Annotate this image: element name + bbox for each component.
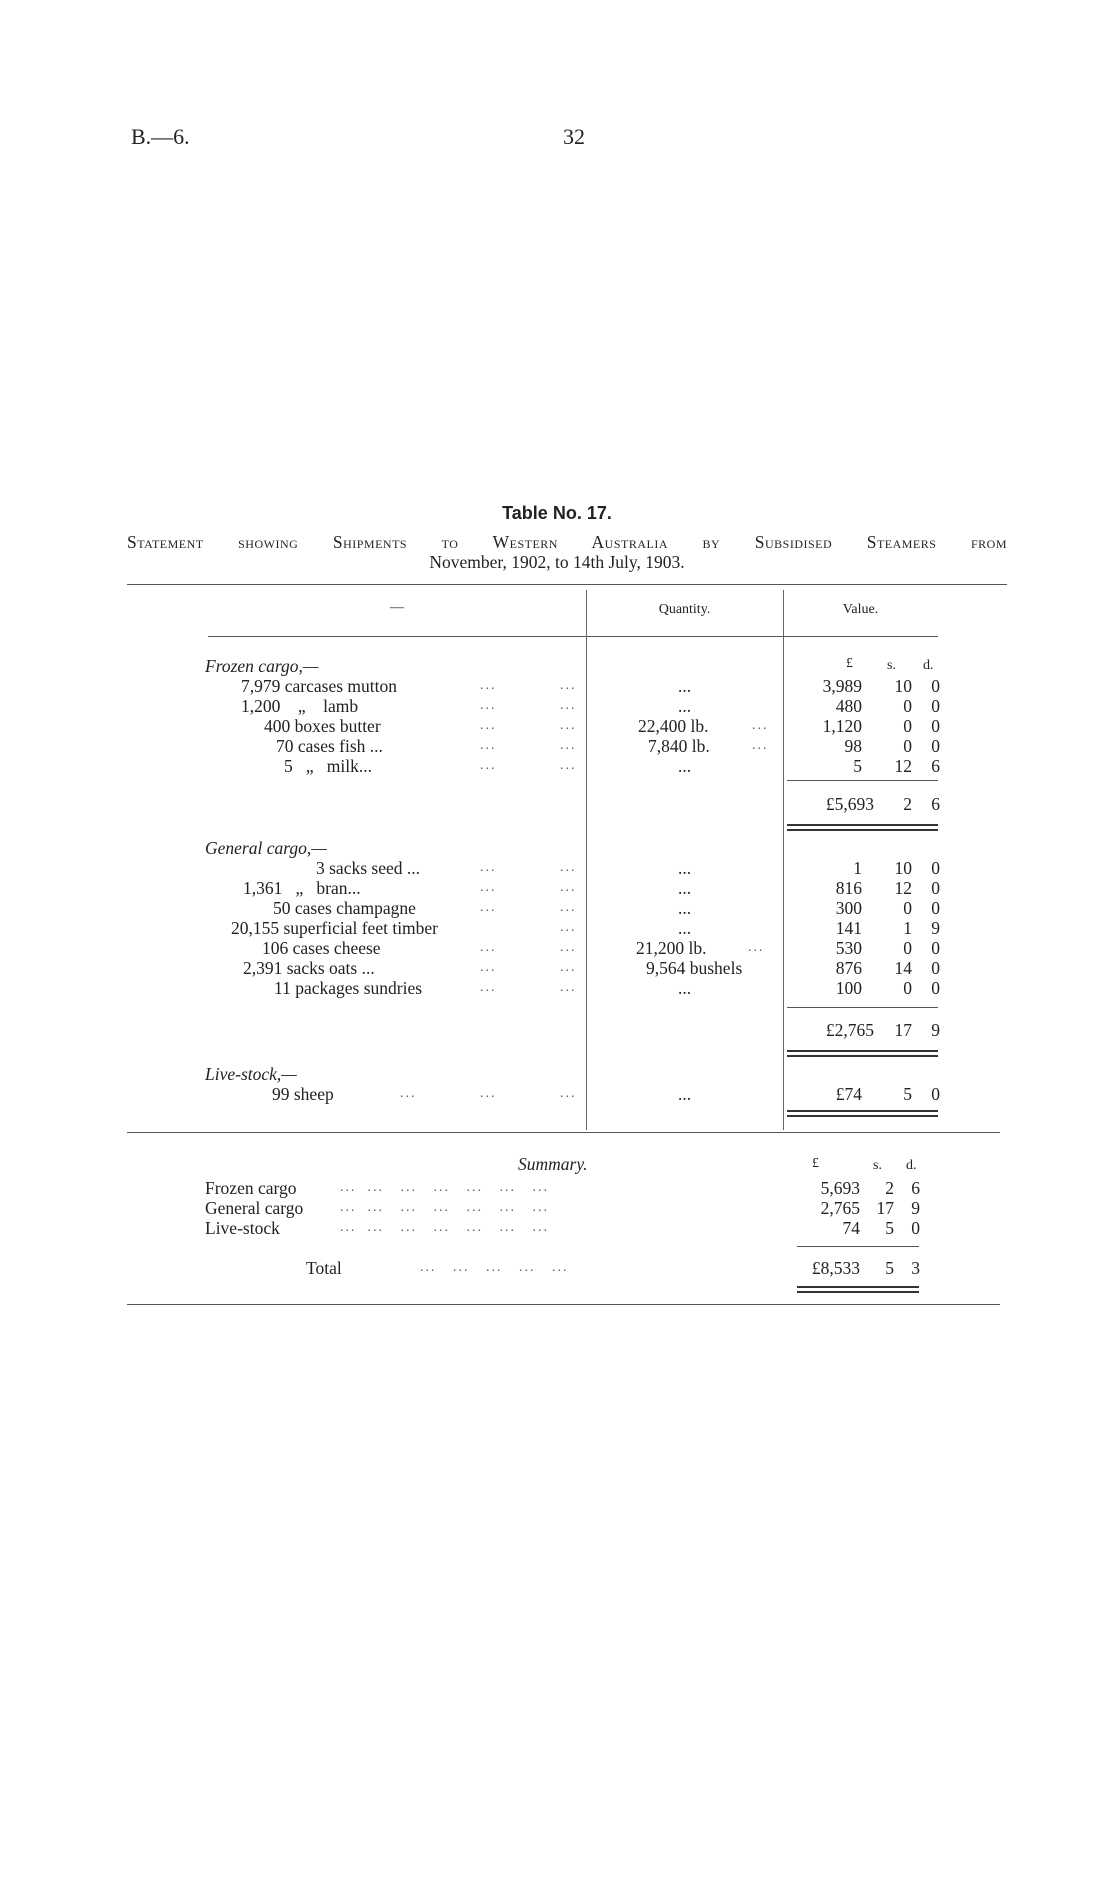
item-pence: 0 — [931, 938, 940, 958]
subtotal-pence: 6 — [931, 794, 940, 814]
item-quantity: ... — [677, 978, 692, 998]
item-pence: 0 — [931, 736, 940, 756]
item-quantity: ... — [677, 918, 692, 938]
item-shillings: 0 — [903, 716, 912, 736]
item-pence: 0 — [931, 858, 940, 878]
item-pence: 6 — [931, 756, 940, 776]
header-rule — [208, 636, 938, 637]
frozen-cargo-heading: Frozen cargo,— — [205, 656, 319, 676]
value-column-divider — [783, 590, 784, 1130]
general-cargo-heading: General cargo,— — [205, 838, 327, 858]
livestock-double-rule-top — [787, 1110, 938, 1112]
general-double-rule-top — [787, 1050, 938, 1052]
item-pounds: 816 — [835, 878, 862, 898]
summary-shillings-label: s. — [873, 1158, 882, 1173]
table-title: Table No. 17. — [502, 503, 612, 523]
item-quantity: ... — [677, 858, 692, 878]
table-bottom-rule — [127, 1132, 1000, 1133]
item-pence: 0 — [931, 878, 940, 898]
item-shillings: 1 — [903, 918, 912, 938]
subtotal-shillings: 2 — [903, 794, 912, 814]
page-end-rule — [127, 1304, 1000, 1305]
item-shillings: 10 — [894, 676, 912, 696]
summary-total-pounds: £8,533 — [811, 1258, 860, 1278]
table-top-rule — [127, 584, 1007, 585]
frozen-double-rule-bottom — [787, 829, 938, 831]
item-shillings: 0 — [903, 736, 912, 756]
item-description: 7,979 carcases mutton — [241, 676, 397, 696]
item-shillings: 12 — [894, 878, 912, 898]
item-quantity: ... — [677, 898, 692, 918]
column-header-value: Value. — [842, 602, 879, 617]
item-description: 3 sacks seed ... — [316, 858, 421, 878]
subtotal-shillings: 17 — [894, 1020, 912, 1040]
general-double-rule-bottom — [787, 1055, 938, 1057]
item-description: 20,155 superficial feet timber — [231, 918, 439, 938]
summary-total-pence: 3 — [911, 1258, 920, 1278]
item-quantity: 9,564 bushels — [646, 958, 743, 978]
item-pence: 0 — [931, 898, 940, 918]
shillings-label: s. — [887, 658, 896, 673]
summary-pounds: 2,765 — [820, 1198, 860, 1218]
subtotal-pounds: £2,765 — [825, 1020, 874, 1040]
livestock-double-rule-bottom — [787, 1115, 938, 1117]
table-subtitle-line1: Statement showing Shipments to Western Australia by Subsidised Steamers from — [127, 532, 1007, 552]
summary-pounds-label: £ — [812, 1156, 819, 1171]
item-quantity: ... — [677, 1084, 692, 1104]
item-quantity: 22,400 lb. — [638, 716, 709, 736]
summary-heading: Summary. — [518, 1154, 588, 1174]
item-pence: 0 — [931, 696, 940, 716]
item-shillings: 5 — [903, 1084, 912, 1104]
summary-pence: 6 — [911, 1178, 920, 1198]
summary-total-shillings: 5 — [885, 1258, 894, 1278]
item-pence: 0 — [931, 716, 940, 736]
item-description: 1,200 „ lamb — [241, 696, 359, 716]
summary-pounds: 5,693 — [820, 1178, 860, 1198]
item-pounds: 480 — [835, 696, 862, 716]
item-pounds: 530 — [835, 938, 862, 958]
general-subtotal-rule — [787, 1007, 938, 1008]
summary-shillings: 5 — [885, 1218, 894, 1238]
summary-label: Frozen cargo — [205, 1178, 297, 1198]
item-pence: 0 — [931, 978, 940, 998]
summary-pence: 0 — [911, 1218, 920, 1238]
item-shillings: 12 — [894, 756, 912, 776]
page-reference: B.—6. — [131, 124, 190, 149]
summary-total-rule — [797, 1246, 919, 1247]
frozen-double-rule-top — [787, 824, 938, 826]
summary-shillings: 17 — [876, 1198, 894, 1218]
item-description: 50 cases champagne — [273, 898, 416, 918]
item-quantity: ... — [677, 696, 692, 716]
item-shillings: 0 — [903, 696, 912, 716]
summary-double-rule-top — [797, 1286, 919, 1288]
item-pounds: 5 — [853, 756, 862, 776]
summary-label: General cargo — [205, 1198, 304, 1218]
item-pounds: 1,120 — [822, 716, 862, 736]
item-pounds: 98 — [844, 736, 862, 756]
pounds-label: £ — [846, 656, 853, 671]
page-number: 32 — [563, 124, 585, 149]
livestock-heading: Live-stock,— — [205, 1064, 297, 1084]
subtotal-pounds: £5,693 — [825, 794, 874, 814]
item-pounds: 876 — [835, 958, 862, 978]
item-description: 106 cases cheese — [262, 938, 381, 958]
item-shillings: 0 — [903, 978, 912, 998]
item-pence: 0 — [931, 676, 940, 696]
summary-shillings: 2 — [885, 1178, 894, 1198]
item-shillings: 0 — [903, 898, 912, 918]
table-subtitle-line2: November, 1902, to 14th July, 1903. — [429, 552, 685, 572]
item-description: 11 packages sundries — [274, 978, 423, 998]
summary-pence-label: d. — [906, 1158, 917, 1173]
summary-total-label: Total — [306, 1258, 342, 1278]
item-pence: 0 — [931, 958, 940, 978]
item-description: 99 sheep — [272, 1084, 334, 1104]
item-pounds: 300 — [835, 898, 862, 918]
item-shillings: 14 — [894, 958, 912, 978]
item-quantity: ... — [677, 756, 692, 776]
item-pounds: 100 — [835, 978, 862, 998]
pence-label: d. — [923, 658, 934, 673]
item-description: 2,391 sacks oats ... — [243, 958, 375, 978]
summary-pounds: 74 — [842, 1218, 860, 1238]
summary-pence: 9 — [911, 1198, 920, 1218]
item-description: 1,361 „ bran... — [243, 878, 361, 898]
item-pounds: 3,989 — [822, 676, 862, 696]
item-pence: 9 — [931, 918, 940, 938]
item-shillings: 10 — [894, 858, 912, 878]
item-description: 5 „ milk... — [284, 756, 372, 776]
item-description: 400 boxes butter — [264, 716, 381, 736]
item-pounds: 141 — [835, 918, 862, 938]
item-pounds: £74 — [835, 1084, 862, 1104]
summary-label: Live-stock — [205, 1218, 280, 1238]
item-quantity: 7,840 lb. — [648, 736, 710, 756]
column-header-description: — — [390, 600, 404, 615]
frozen-subtotal-rule — [787, 780, 938, 781]
item-pence: 0 — [931, 1084, 940, 1104]
item-pounds: 1 — [853, 858, 862, 878]
summary-double-rule-bottom — [797, 1291, 919, 1293]
item-shillings: 0 — [903, 938, 912, 958]
column-header-quantity: Quantity. — [658, 602, 711, 617]
item-quantity: ... — [677, 878, 692, 898]
item-description: 70 cases fish ... — [276, 736, 383, 756]
subtotal-pence: 9 — [931, 1020, 940, 1040]
item-quantity: ... — [677, 676, 692, 696]
item-quantity: 21,200 lb. — [636, 938, 707, 958]
